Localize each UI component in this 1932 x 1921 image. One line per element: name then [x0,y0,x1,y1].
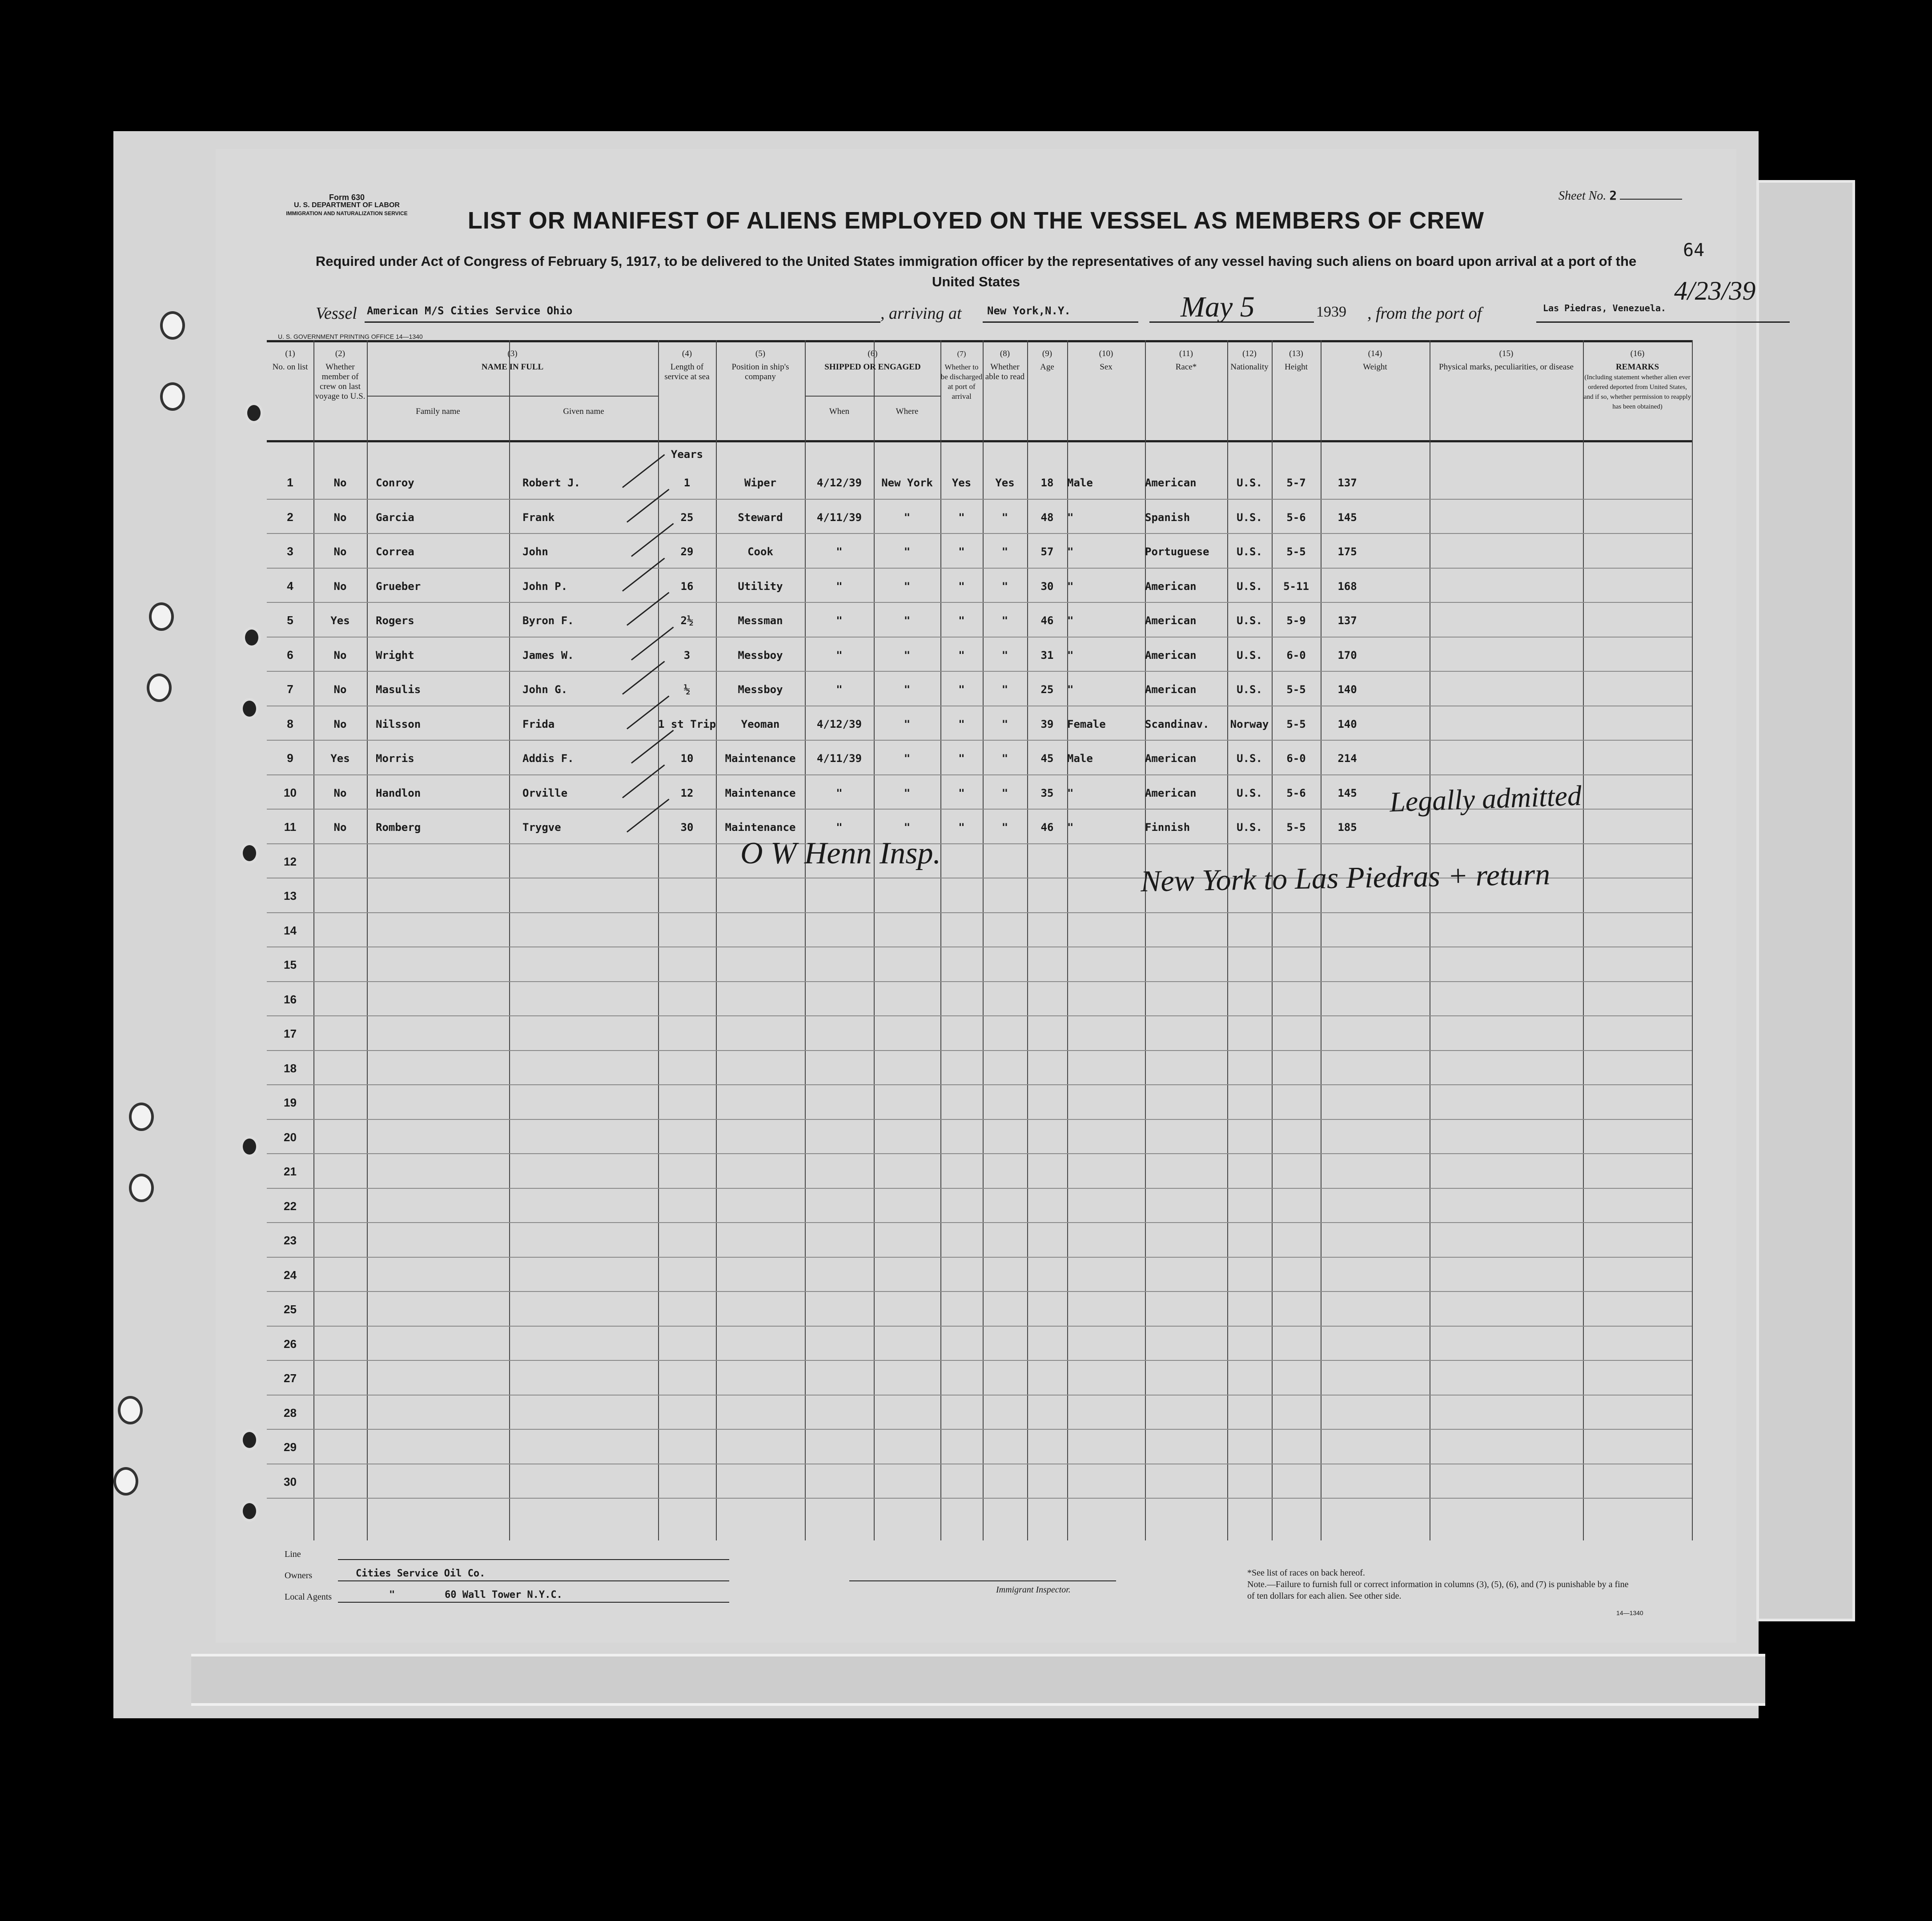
crew-table [267,340,1692,1687]
cell-service: 30 [680,821,694,834]
cell-discharged: " [958,821,965,834]
row-number: 11 [284,820,297,834]
cell-nationality: U.S. [1237,477,1262,489]
page-title: LIST OR MANIFEST OF ALIENS EMPLOYED ON THE VESSEL AS MEMBERS OF CREW [467,207,1485,234]
cell-where: " [904,580,911,593]
row-number: 18 [284,1061,297,1075]
page-hole [240,1500,259,1522]
cell-read: " [1001,545,1008,558]
cell-age: 46 [1040,821,1054,834]
cell-read: Yes [995,477,1015,489]
vessel-name: American M/S Cities Service Ohio [367,305,573,317]
cell-given: James W. [522,649,574,662]
cell-last: Yes [330,614,350,627]
header-when: When [829,407,850,416]
cell-where: " [904,718,911,730]
cell-position: Cook [747,545,773,558]
races-note: *See list of races on back hereof. [1247,1568,1365,1578]
row-number: 7 [287,682,293,696]
cell-age: 25 [1040,683,1054,696]
cell-when: " [836,683,843,696]
row-number: 30 [284,1475,297,1488]
arrival-year: 1939 [1316,304,1346,320]
cell-sex: " [1067,580,1074,593]
from-label: , from the port of [1367,304,1482,323]
cell-last: No [333,683,347,696]
row-number: 3 [287,545,293,558]
cell-read: " [1001,821,1008,834]
cell-height: 5-11 [1283,580,1309,593]
cell-family: Rogers [376,614,414,627]
cell-given: Frank [522,511,555,524]
cell-family: Wright [376,649,414,662]
cell-discharged: " [958,545,965,558]
inspector-signature: O W Henn Insp. [740,836,941,870]
cell-where: " [904,683,911,696]
header-col-14: (14) Weight [1363,349,1387,372]
row-number: 15 [284,958,297,971]
row-number: 24 [284,1268,297,1282]
binder-hole [149,602,174,631]
page-hole [240,698,259,719]
row-number: 26 [284,1337,297,1351]
cell-when: " [836,786,843,799]
line-label: Line [285,1549,301,1559]
cell-last: No [333,649,347,662]
cell-nationality: U.S. [1237,545,1262,558]
owners-label: Owners [285,1571,313,1580]
sheet-value: 2 [1609,188,1617,203]
cell-last: No [333,477,347,489]
owners-value: Cities Service Oil Co. [356,1568,486,1579]
vessel-label: Vessel [316,304,357,323]
cell-height: 5-5 [1286,683,1306,696]
cell-given: Robert J. [522,477,581,489]
cell-when: 4/12/39 [816,718,862,730]
header-col-4: (4) Length of service at sea [664,349,710,381]
cell-height: 5-9 [1286,614,1306,627]
cell-last: No [333,821,347,834]
cell-read: " [1001,752,1008,765]
cell-race: American [1145,683,1197,696]
cell-given: Addis F. [522,752,574,765]
cell-discharged: " [958,752,965,765]
cell-height: 5-6 [1286,511,1306,524]
cell-sex: " [1067,649,1074,662]
row-number: 1 [287,476,293,489]
cell-when: 4/12/39 [816,477,862,489]
cell-weight: 175 [1338,545,1357,558]
arriving-label: , arriving at [880,304,962,323]
cell-family: Handlon [376,786,421,799]
cell-race: American [1145,786,1197,799]
row-number: 20 [284,1130,297,1144]
row-number: 22 [284,1199,297,1213]
row-number: 29 [284,1440,297,1454]
cell-discharged: " [958,786,965,799]
cell-age: 30 [1040,580,1054,593]
header-family-name: Family name [416,407,460,416]
cell-service: 1 [683,477,691,489]
header-col-15: (15) Physical marks, peculiarities, or disease [1439,349,1574,372]
row-number: 13 [284,889,297,902]
cell-family: Romberg [376,821,421,834]
years-label: Years [671,448,703,461]
row-number: 28 [284,1406,297,1420]
cell-sex: " [1067,786,1074,799]
page-hole [240,842,259,864]
arrival-date: May 5 [1181,291,1255,323]
header-col-5: (5) Position in ship's company [731,349,789,381]
cell-nationality: U.S. [1237,511,1262,524]
back-sheet-right [1756,180,1855,1621]
cell-nationality: U.S. [1237,649,1262,662]
page-hole [240,1136,259,1157]
cell-last: Yes [330,752,350,765]
page-hole [245,402,263,424]
cell-height: 6-0 [1286,752,1306,765]
cell-family: Grueber [376,580,421,593]
header-col-6: (6) SHIPPED OR ENGAGED [824,349,921,372]
cell-position: Utility [738,580,783,593]
cell-family: Nilsson [376,718,421,730]
cell-service: 29 [680,545,694,558]
row-number: 16 [284,992,297,1006]
row-number: 17 [284,1027,297,1040]
cell-service: 25 [680,511,694,524]
agents-value: 60 Wall Tower N.Y.C. [445,1589,562,1600]
cell-race: American [1145,649,1197,662]
header-col-8: (8) Whether able to read [985,349,1025,381]
cell-read: " [1001,580,1008,593]
binder-hole [113,1467,138,1496]
cell-where: " [904,821,911,834]
handwritten-route: New York to Las Piedras + return [1140,857,1550,898]
row-number: 10 [284,786,297,799]
cell-position: Messboy [738,649,783,662]
cell-read: " [1001,649,1008,662]
cell-nationality: U.S. [1237,752,1262,765]
cell-position: Maintenance [725,821,796,834]
cell-sex: " [1067,614,1074,627]
cell-height: 5-5 [1286,545,1306,558]
header-col-9: (9) Age [1040,349,1054,372]
header-col-3: (3) NAME IN FULL [481,349,544,372]
row-number: 5 [287,614,293,627]
cell-height: 5-5 [1286,718,1306,730]
page-hole [240,1429,259,1451]
sheet-label: Sheet No. [1558,189,1607,203]
footer-note [1247,1567,1634,1602]
cell-where: New York [881,477,933,489]
cell-height: 6-0 [1286,649,1306,662]
cell-given: Frida [522,718,555,730]
cell-family: Morris [376,752,414,765]
header-col-11: (11) Race* [1175,349,1197,372]
page-hole [242,627,261,648]
cell-weight: 137 [1338,614,1357,627]
cell-family: Correa [376,545,414,558]
header-col-7: (7) Whether to be discharged at port of arrival [940,349,983,401]
cell-position: Yeoman [741,718,780,730]
binder-hole [129,1174,154,1202]
department-name: U. S. DEPARTMENT OF LABOR [294,201,400,209]
cell-when: 4/11/39 [816,752,862,765]
cell-sex: Male [1067,477,1093,489]
cell-where: " [904,649,911,662]
row-number: 14 [284,923,297,937]
cell-discharged: " [958,614,965,627]
cell-when: 4/11/39 [816,511,862,524]
cell-last: No [333,718,347,730]
cell-discharged: " [958,649,965,662]
cell-position: Maintenance [725,786,796,799]
cell-weight: 140 [1338,718,1357,730]
cell-when: " [836,580,843,593]
binder-hole [147,674,172,702]
cell-service: 10 [680,752,694,765]
cell-read: " [1001,683,1008,696]
row-number: 12 [284,854,297,868]
cell-position: Wiper [744,477,777,489]
cell-sex: Male [1067,752,1093,765]
cell-given: John G. [522,683,568,696]
cell-height: 5-6 [1286,786,1306,799]
cell-given: John [522,545,548,558]
handwritten-remark: Legally admitted [1389,779,1583,818]
cell-when: " [836,649,843,662]
cell-family: Conroy [376,477,414,489]
printing-office: U. S. GOVERNMENT PRINTING OFFICE 14—1340 [278,333,423,340]
page-number: 64 [1683,240,1705,261]
cell-sex: " [1067,683,1074,696]
cell-sex: Female [1067,718,1106,730]
row-number: 8 [287,717,293,730]
cell-weight: 185 [1338,821,1357,834]
header-given-name: Given name [563,407,604,416]
cell-discharged: Yes [952,477,972,489]
cell-position: Steward [738,511,783,524]
cell-service: 16 [680,580,694,593]
cell-sex: " [1067,821,1074,834]
row-number: 21 [284,1165,297,1178]
cell-weight: 137 [1338,477,1357,489]
cell-given: John P. [522,580,568,593]
cell-weight: 170 [1338,649,1357,662]
cell-given: Byron F. [522,614,574,627]
cell-given: Orville [522,786,568,799]
cell-service: 1 st Trip [658,718,716,730]
departure-port: Las Piedras, Venezuela. [1543,303,1666,313]
cell-age: 57 [1040,545,1054,558]
cell-last: No [333,786,347,799]
cell-discharged: " [958,511,965,524]
cell-position: Messman [738,614,783,627]
departure-date: 4/23/39 [1674,276,1756,305]
cell-position: Maintenance [725,752,796,765]
cell-age: 45 [1040,752,1054,765]
page-subtitle: Required under Act of Congress of February 5, 1917, to be delivered to the United States immigration officer by the representatives of any vessel having such aliens on board upon arrival at a port of the United States [315,253,1637,289]
header-col-13: (13) Height [1285,349,1308,372]
header-col-10: (10) Sex [1099,349,1113,372]
row-number: 2 [287,510,293,524]
vessel-line [216,276,1756,327]
cell-service: 3 [683,649,691,662]
arrival-port: New York,N.Y. [987,305,1071,317]
cell-age: 48 [1040,511,1054,524]
cell-race: American [1145,580,1197,593]
binder-hole [118,1396,143,1424]
cell-race: American [1145,614,1197,627]
cell-height: 5-7 [1286,477,1306,489]
agents-ditto: " [389,1589,395,1600]
cell-read: " [1001,786,1008,799]
cell-nationality: Norway [1230,718,1269,730]
cell-race: American [1145,477,1197,489]
cell-nationality: U.S. [1237,683,1262,696]
cell-race: Finnish [1145,821,1190,834]
cell-where: " [904,545,911,558]
cell-last: No [333,511,347,524]
cell-read: " [1001,511,1008,524]
cell-race: Scandinav. [1145,718,1209,730]
cell-discharged: " [958,718,965,730]
cell-nationality: U.S. [1237,614,1262,627]
cell-height: 5-5 [1286,821,1306,834]
cell-service: ½ [683,683,691,696]
cell-when: " [836,821,843,834]
header-col-16: (16) REMARKS (Including statement whether alien ever ordered deported from United States, and if so, whether permission to reapply has been obtained) [1583,349,1691,410]
cell-when: " [836,545,843,558]
binder-hole [160,382,185,411]
cell-race: American [1145,752,1197,765]
cell-weight: 168 [1338,580,1357,593]
cell-last: No [333,545,347,558]
cell-position: Messboy [738,683,783,696]
cell-nationality: U.S. [1237,580,1262,593]
cell-age: 18 [1040,477,1054,489]
header-col-1: (1) No. on list [272,349,308,372]
form-number: Form 630 [329,193,365,202]
agents-label: Local Agents [285,1592,332,1602]
sheet-number [1558,188,1682,203]
cell-discharged: " [958,683,965,696]
cell-nationality: U.S. [1237,821,1262,834]
cell-race: Portuguese [1145,545,1209,558]
cell-weight: 145 [1338,786,1357,799]
cell-where: " [904,511,911,524]
cell-age: 35 [1040,786,1054,799]
header-col-2: (2) Whether member of crew on last voyage to U.S. [315,349,366,401]
row-number: 9 [287,751,293,765]
service-name: IMMIGRATION AND NATURALIZATION SERVICE [286,210,408,217]
cell-sex: " [1067,545,1074,558]
cell-weight: 140 [1338,683,1357,696]
row-number: 4 [287,579,293,593]
cell-nationality: U.S. [1237,786,1262,799]
cell-sex: " [1067,511,1074,524]
cell-service: 2½ [680,614,694,627]
cell-discharged: " [958,580,965,593]
binder-hole [160,311,185,340]
cell-family: Masulis [376,683,421,696]
cell-given: Trygve [522,821,561,834]
form-code: 14—1340 [1616,1609,1643,1616]
cell-weight: 145 [1338,511,1357,524]
binder-hole [129,1103,154,1131]
cell-last: No [333,580,347,593]
cell-when: " [836,614,843,627]
row-number: 27 [284,1372,297,1385]
immigrant-inspector-label: Immigrant Inspector. [996,1585,1071,1595]
header-col-12: (12) Nationality [1230,349,1269,372]
row-number: 6 [287,648,293,662]
fine-note: Note.—Failure to furnish full or correct information in columns (3), (5), (6), and (7) is punishable by a fine of ten dollars for each alien. See other side. [1247,1580,1629,1601]
header-where: Where [896,407,919,416]
cell-where: " [904,614,911,627]
row-number: 19 [284,1096,297,1109]
cell-service: 12 [680,786,694,799]
cell-where: " [904,786,911,799]
manifest-document [216,149,1756,1643]
cell-read: " [1001,614,1008,627]
cell-family: Garcia [376,511,414,524]
cell-where: " [904,752,911,765]
cell-age: 46 [1040,614,1054,627]
row-number: 23 [284,1234,297,1247]
row-number: 25 [284,1303,297,1316]
cell-age: 39 [1040,718,1054,730]
cell-weight: 214 [1338,752,1357,765]
cell-race: Spanish [1145,511,1190,524]
cell-age: 31 [1040,649,1054,662]
cell-read: " [1001,718,1008,730]
